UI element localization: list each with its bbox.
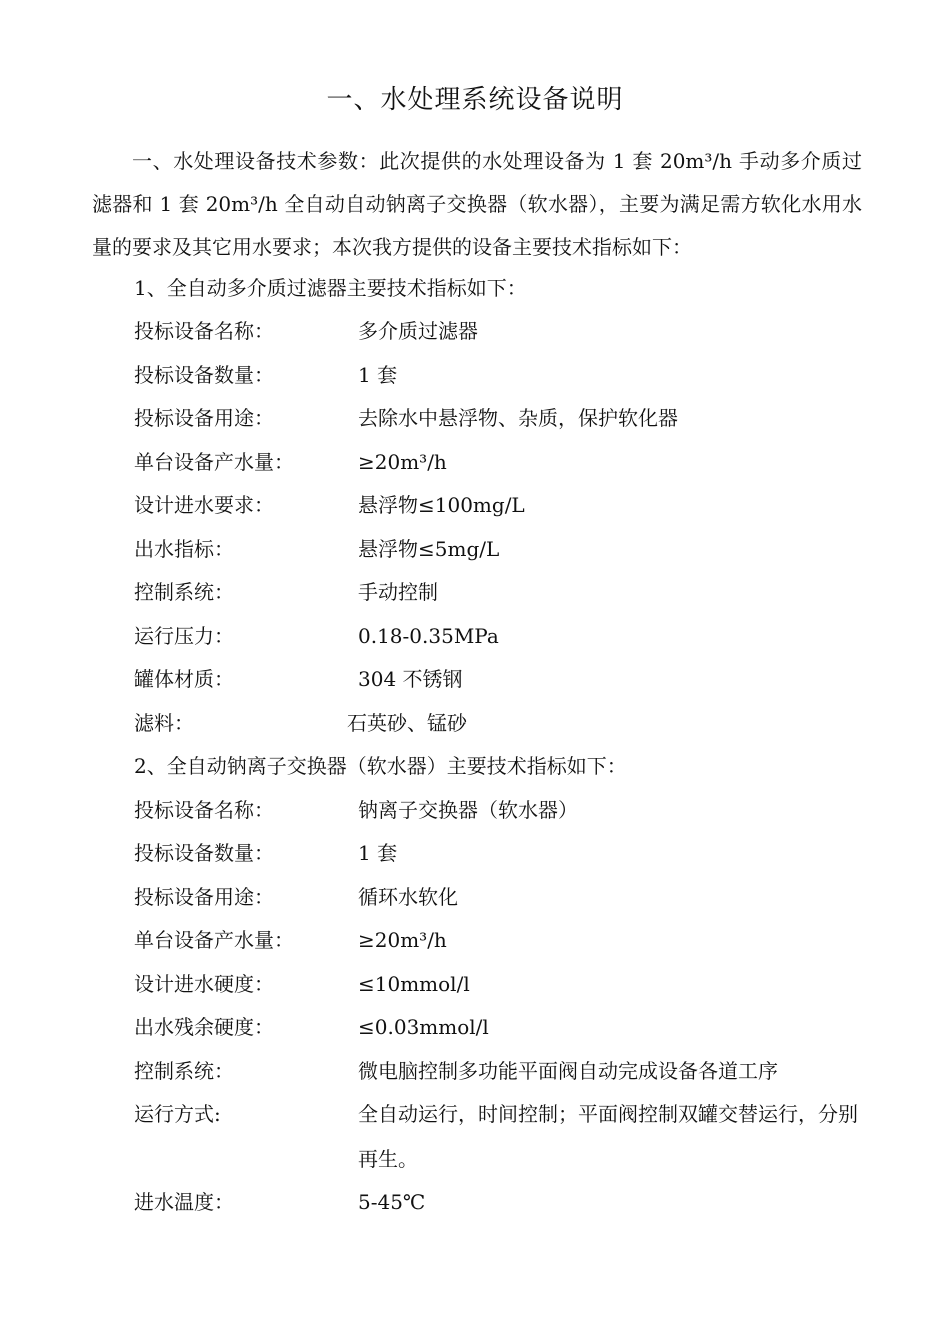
spec-label: 滤料：: [134, 711, 194, 735]
spec-label: 运行方式:: [134, 1102, 221, 1126]
spec-value: ≤10mmol/l: [358, 972, 470, 996]
spec-label: 单台设备产水量：: [134, 450, 294, 474]
document-title: 一、水处理系统设备说明: [326, 85, 624, 115]
spec-value: 0.18-0.35MPa: [358, 624, 499, 648]
spec-value: 1 套: [358, 363, 398, 387]
spec-value: 1 套: [358, 841, 398, 865]
spec-label: 设计进水要求：: [134, 493, 274, 517]
spec-value: 悬浮物≤100mg/L: [358, 493, 525, 517]
spec-value: 石英砂、锰砂: [347, 711, 467, 735]
spec-value: 去除水中悬浮物、杂质，保护软化器: [358, 406, 678, 430]
spec-label: 出水指标：: [134, 537, 234, 561]
spec-value: ≥20m³/h: [358, 928, 447, 952]
spec-label: 出水残余硬度：: [134, 1015, 274, 1039]
spec-value: 循环水软化: [358, 885, 458, 909]
spec-value: 钠离子交换器（软水器）: [358, 798, 578, 822]
spec-label: 进水温度：: [134, 1190, 234, 1214]
spec-label: 投标设备数量：: [134, 363, 274, 387]
spec-value: 304 不锈钢: [358, 667, 463, 691]
spec-label: 投标设备名称：: [134, 798, 274, 822]
spec-label: 投标设备数量：: [134, 841, 274, 865]
spec-value: 全自动运行，时间控制；平面阀控制双罐交替运行，分别再生。: [358, 1102, 858, 1171]
spec-value: 微电脑控制多功能平面阀自动完成设备各道工序: [358, 1059, 778, 1083]
spec-label: 运行压力：: [134, 624, 234, 648]
spec-value: ≤0.03mmol/l: [358, 1015, 489, 1039]
spec-label: 控制系统：: [134, 1059, 234, 1083]
spec-label: 控制系统：: [134, 580, 234, 604]
section-2-heading: 2、全自动钠离子交换器（软水器）主要技术指标如下：: [134, 754, 627, 778]
spec-value: 多介质过滤器: [358, 319, 478, 343]
section-1-heading: 1、全自动多介质过滤器主要技术指标如下：: [134, 276, 527, 300]
spec-label: 投标设备名称：: [134, 319, 274, 343]
spec-label: 设计进水硬度：: [134, 972, 274, 996]
spec-value: ≥20m³/h: [358, 450, 447, 474]
spec-value: 悬浮物≤5mg/L: [358, 537, 500, 561]
spec-value: 5-45℃: [358, 1190, 426, 1214]
spec-label: 投标设备用途：: [134, 885, 274, 909]
spec-label: 单台设备产水量：: [134, 928, 294, 952]
intro-paragraph: 一、水处理设备技术参数：此次提供的水处理设备为 1 套 20m³/h 手动多介质过滤器和 1 套 20m³/h 全自动自动钠离子交换器（软水器），主要为满足需方软化水用水量的要求及其它用水要求；本次我方提供的设备主要技术指标如下：: [92, 149, 862, 259]
spec-label: 罐体材质：: [134, 667, 234, 691]
spec-value: 手动控制: [358, 580, 438, 604]
spec-label: 投标设备用途：: [134, 406, 274, 430]
